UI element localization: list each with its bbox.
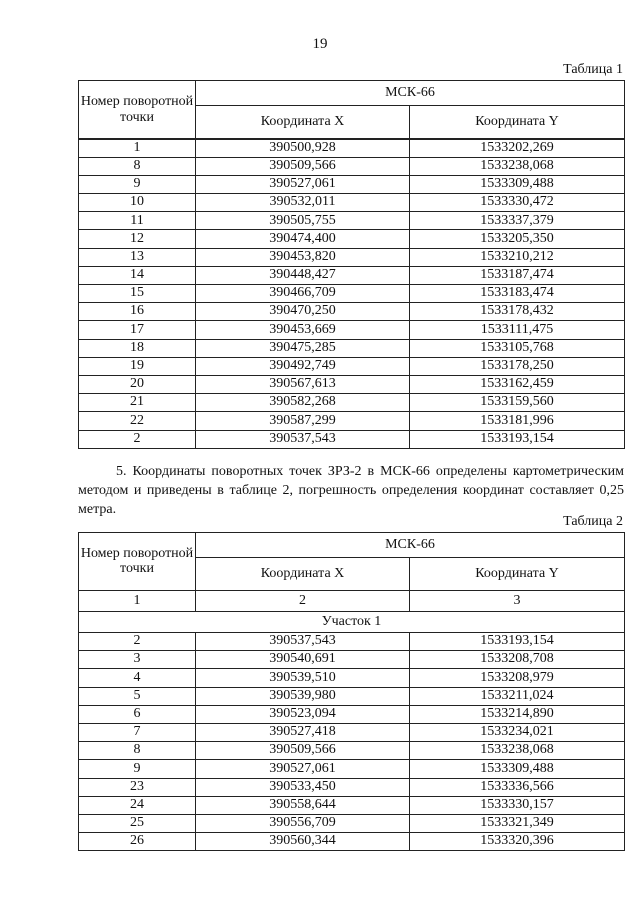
coordinate-x-cell: 390582,268 — [196, 394, 410, 412]
point-number-cell: 4 — [79, 669, 196, 687]
page-number: 19 — [312, 36, 328, 52]
coordinate-x-cell: 390527,418 — [196, 723, 410, 741]
point-number-cell: 8 — [79, 742, 196, 760]
coordinate-x-cell: 390532,011 — [196, 194, 410, 212]
coordinate-x-cell: 390470,250 — [196, 303, 410, 321]
table2-column-number: 3 — [410, 591, 625, 612]
coordinate-x-cell: 390492,749 — [196, 357, 410, 375]
point-number-cell: 21 — [79, 394, 196, 412]
coordinate-x-cell: 390537,543 — [196, 430, 410, 448]
coordinate-y-cell: 1533105,768 — [410, 339, 625, 357]
table-row — [79, 248, 625, 266]
table2-header-point: Номер поворотной точки — [79, 533, 196, 591]
point-number-cell: 3 — [79, 651, 196, 669]
coordinate-y-cell: 1533202,269 — [410, 139, 625, 157]
coordinate-y-cell: 1533178,432 — [410, 303, 625, 321]
point-number-cell: 8 — [79, 157, 196, 175]
coordinate-y-cell: 1533210,212 — [410, 248, 625, 266]
table-row — [79, 375, 625, 393]
table-row — [79, 687, 625, 705]
coordinate-x-cell: 390539,510 — [196, 669, 410, 687]
table-row — [79, 230, 625, 248]
table1-header-system: МСК-66 — [196, 81, 625, 106]
table-row — [79, 394, 625, 412]
point-number-cell: 2 — [79, 633, 196, 651]
table-row — [79, 833, 625, 851]
coordinate-y-cell: 1533208,979 — [410, 669, 625, 687]
coordinate-x-cell: 390466,709 — [196, 285, 410, 303]
point-number-cell: 6 — [79, 705, 196, 723]
table-row — [79, 194, 625, 212]
table-row — [79, 705, 625, 723]
table-row — [79, 321, 625, 339]
coordinate-x-cell: 390505,755 — [196, 212, 410, 230]
coordinate-y-cell: 1533159,560 — [410, 394, 625, 412]
table-row — [79, 796, 625, 814]
table2-column-number: 2 — [196, 591, 410, 612]
coordinate-y-cell: 1533336,566 — [410, 778, 625, 796]
point-number-cell: 11 — [79, 212, 196, 230]
table-row — [79, 723, 625, 741]
table-row — [79, 303, 625, 321]
point-number-cell: 5 — [79, 687, 196, 705]
table-row — [79, 633, 625, 651]
point-number-cell: 20 — [79, 375, 196, 393]
point-number-cell: 9 — [79, 175, 196, 193]
coordinate-y-cell: 1533187,474 — [410, 266, 625, 284]
coordinate-y-cell: 1533181,996 — [410, 412, 625, 430]
coordinate-x-cell: 390475,285 — [196, 339, 410, 357]
table2-column-number: 1 — [79, 591, 196, 612]
coordinate-y-cell: 1533234,021 — [410, 723, 625, 741]
table2-caption: Таблица 2 — [563, 514, 623, 529]
coordinate-y-cell: 1533193,154 — [410, 430, 625, 448]
coordinate-x-cell: 390537,543 — [196, 633, 410, 651]
coordinate-x-cell: 390527,061 — [196, 760, 410, 778]
coordinate-y-cell: 1533205,350 — [410, 230, 625, 248]
point-number-cell: 18 — [79, 339, 196, 357]
point-number-cell: 26 — [79, 833, 196, 851]
coordinate-x-cell: 390556,709 — [196, 814, 410, 832]
table-row — [79, 742, 625, 760]
coordinate-y-cell: 1533211,024 — [410, 687, 625, 705]
point-number-cell: 13 — [79, 248, 196, 266]
table2-section-title: Участок 1 — [79, 612, 625, 633]
coordinates-table-2 — [78, 532, 625, 851]
coordinate-x-cell: 390453,669 — [196, 321, 410, 339]
point-number-cell: 7 — [79, 723, 196, 741]
table-row — [79, 669, 625, 687]
table2-header-x: Координата X — [196, 558, 410, 591]
coordinate-x-cell: 390523,094 — [196, 705, 410, 723]
point-number-cell: 17 — [79, 321, 196, 339]
point-number-cell: 25 — [79, 814, 196, 832]
point-number-cell: 22 — [79, 412, 196, 430]
coordinate-x-cell: 390448,427 — [196, 266, 410, 284]
table2-header-system: МСК-66 — [196, 533, 625, 558]
coordinate-y-cell: 1533208,708 — [410, 651, 625, 669]
table-row — [79, 760, 625, 778]
coordinate-y-cell: 1533178,250 — [410, 357, 625, 375]
coordinate-y-cell: 1533162,459 — [410, 375, 625, 393]
point-number-cell: 19 — [79, 357, 196, 375]
point-number-cell: 15 — [79, 285, 196, 303]
coordinates-table-1 — [78, 80, 625, 449]
table-row — [79, 212, 625, 230]
point-number-cell: 24 — [79, 796, 196, 814]
point-number-cell: 23 — [79, 778, 196, 796]
coordinate-y-cell: 1533309,488 — [410, 760, 625, 778]
table-row — [79, 266, 625, 284]
paragraph-text: 5. Координаты поворотных точек ЗРЗ-2 в МСК-66 определены картометрическим методом и приведены в таблице 2, погрешность определения координат составляет 0,25 метра. — [78, 464, 624, 517]
coordinate-y-cell: 1533214,890 — [410, 705, 625, 723]
point-number-cell: 1 — [79, 139, 196, 157]
coordinate-y-cell: 1533321,349 — [410, 814, 625, 832]
table-row — [79, 157, 625, 175]
coordinate-x-cell: 390474,400 — [196, 230, 410, 248]
coordinate-y-cell: 1533238,068 — [410, 742, 625, 760]
table1-header-point: Номер поворотной точки — [79, 81, 196, 140]
table-row — [79, 285, 625, 303]
coordinate-x-cell: 390509,566 — [196, 157, 410, 175]
table-row — [79, 139, 625, 157]
coordinate-x-cell: 390453,820 — [196, 248, 410, 266]
paragraph-item-5 — [78, 462, 624, 519]
coordinate-x-cell: 390539,980 — [196, 687, 410, 705]
coordinate-x-cell: 390560,344 — [196, 833, 410, 851]
coordinate-x-cell: 390587,299 — [196, 412, 410, 430]
coordinate-x-cell: 390533,450 — [196, 778, 410, 796]
coordinate-x-cell: 390500,928 — [196, 139, 410, 157]
coordinate-y-cell: 1533330,157 — [410, 796, 625, 814]
point-number-cell: 12 — [79, 230, 196, 248]
coordinate-y-cell: 1533183,474 — [410, 285, 625, 303]
coordinate-y-cell: 1533337,379 — [410, 212, 625, 230]
coordinate-x-cell: 390567,613 — [196, 375, 410, 393]
coordinate-x-cell: 390527,061 — [196, 175, 410, 193]
table-row — [79, 175, 625, 193]
coordinate-x-cell: 390540,691 — [196, 651, 410, 669]
point-number-cell: 14 — [79, 266, 196, 284]
coordinate-x-cell: 390509,566 — [196, 742, 410, 760]
coordinate-y-cell: 1533193,154 — [410, 633, 625, 651]
coordinate-y-cell: 1533238,068 — [410, 157, 625, 175]
table-row — [79, 778, 625, 796]
coordinate-y-cell: 1533309,488 — [410, 175, 625, 193]
point-number-cell: 9 — [79, 760, 196, 778]
table1-header-y: Координата Y — [410, 106, 625, 140]
point-number-cell: 2 — [79, 430, 196, 448]
table-row — [79, 814, 625, 832]
table1-header-x: Координата X — [196, 106, 410, 140]
table1-caption: Таблица 1 — [563, 62, 623, 77]
table-row — [79, 339, 625, 357]
table-row — [79, 357, 625, 375]
table-row — [79, 651, 625, 669]
point-number-cell: 16 — [79, 303, 196, 321]
table-row — [79, 412, 625, 430]
coordinate-y-cell: 1533330,472 — [410, 194, 625, 212]
coordinate-y-cell: 1533111,475 — [410, 321, 625, 339]
table2-header-y: Координата Y — [410, 558, 625, 591]
coordinate-x-cell: 390558,644 — [196, 796, 410, 814]
point-number-cell: 10 — [79, 194, 196, 212]
table-row — [79, 430, 625, 448]
coordinate-y-cell: 1533320,396 — [410, 833, 625, 851]
